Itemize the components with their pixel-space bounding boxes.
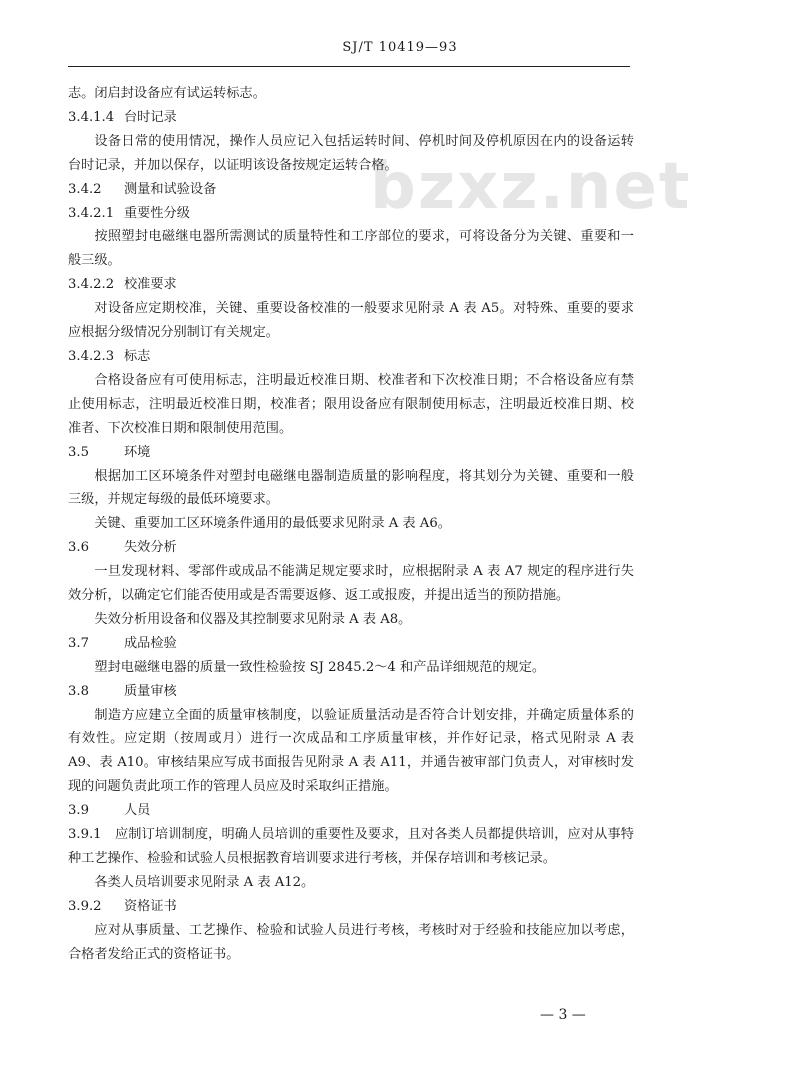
section-title: 资格证书: [124, 898, 177, 914]
page-number: — 3 —: [540, 1007, 586, 1023]
section-heading: [68, 106, 634, 130]
section-title: 失效分析: [124, 540, 177, 556]
section-heading: [68, 895, 634, 919]
section-heading: [68, 632, 634, 656]
section-number: 3.4.2.2: [68, 277, 115, 293]
header-rule: [68, 66, 630, 67]
section-title: 台时记录: [124, 109, 177, 125]
section-heading: [68, 680, 634, 704]
section-number: 3.4.2.1: [68, 205, 115, 221]
section-title: 成品检验: [124, 635, 177, 651]
paragraph: 各类人员培训要求见附录 A 表 A12。: [94, 874, 315, 890]
paragraph: 关键、重要加工区环境条件通用的最低要求见附录 A 表 A6。: [94, 516, 451, 532]
section-number: 3.4.2: [68, 181, 102, 197]
paragraph: 失效分析用设备和仪器及其控制要求见附录 A 表 A8。: [94, 611, 412, 627]
section-heading: [68, 441, 634, 465]
paragraph: 应对从事质量、工艺操作、检验和试验人员进行考核，考核时对于经验和技能应加以考虑，合格者发给正式的资格证书。: [68, 922, 634, 962]
paragraph: 合格设备应有可使用标志，注明最近校准日期、校准者和下次校准日期；不合格设备应有禁止使用标志，注明最近校准日期，校准者；限用设备应有限制使用标志，注明最近校准日期、校准者、下次校准日期和限制使用范围。: [68, 372, 634, 436]
section-heading: [68, 345, 634, 369]
paragraph: 对设备应定期校准，关键、重要设备校准的一般要求见附录 A 表 A5。对特殊、重要的要求应根据分级情况分别制订有关规定。: [68, 301, 634, 341]
section-number: 3.7: [68, 635, 89, 651]
paragraph: 一旦发现材料、零部件或成品不能满足规定要求时，应根据附录 A 表 A7 规定的程序进行失效分析，以确定它们能否使用或是否需要返修、返工或报废，并提出适当的预防措施。: [68, 564, 634, 604]
paragraph: 根据加工区环境条件对塑封电磁继电器制造质量的影响程度，将其划分为关键、重要和一般三级，并规定每级的最低环境要求。: [68, 468, 634, 508]
section-title: 校准要求: [124, 277, 177, 293]
section-title: 人员: [124, 803, 151, 819]
section-title: 质量审核: [124, 683, 177, 699]
section-number: 3.9: [68, 803, 89, 819]
section-number: 3.8: [68, 683, 89, 699]
section-heading: [68, 273, 634, 297]
section-heading: [68, 536, 634, 560]
paragraph: 按照塑封电磁继电器所需测试的质量特性和工序部位的要求，可将设备分为关键、重要和一般三级。: [68, 229, 634, 269]
paragraph: 塑封电磁继电器的质量一致性检验按 SJ 2845.2～4 和产品详细规范的规定。: [94, 659, 546, 675]
watermark: bzxz.net: [370, 150, 692, 224]
paragraph: 志。闭启封设备应有试运转标志。: [68, 86, 266, 101]
paragraph: 3.9.1 应制订培训制度，明确人员培训的重要性及要求，且对各类人员都提供培训，应对从事特种工艺操作、检验和试验人员根据教育培训要求进行考核，并保存培训和考核记录。: [68, 827, 634, 866]
section-number: 3.5: [68, 444, 89, 460]
section-number: 3.9.2: [68, 898, 102, 914]
section-heading: [68, 799, 634, 823]
section-number: 3.6: [68, 540, 89, 556]
section-heading: [68, 178, 634, 202]
document-body: [68, 82, 634, 967]
section-title: 重要性分级: [124, 205, 190, 221]
section-heading: [68, 202, 634, 226]
section-number: 3.4.2.3: [68, 348, 115, 364]
paragraph: 制造方应建立全面的质量审核制度，以验证质量活动是否符合计划安排，并确定质量体系的有效性。应定期（按周或月）进行一次成品和工序质量审核，并作好记录，格式见附录 A 表 A9、表 A10。审核结果应写成书面报告见附录 A 表 A11，并通告被审部门负责人，对审核时发现的问题负责此项工作的管理人员应及时采取纠正措施。: [68, 707, 634, 795]
section-number: 3.4.1.4: [68, 109, 115, 125]
section-title: 环境: [124, 444, 151, 460]
paragraph: 设备日常的使用情况，操作人员应记入包括运转时间、停机时间及停机原因在内的设备运转台时记录，并加以保存，以证明该设备按规定运转合格。: [68, 133, 634, 173]
standard-code-header: SJ/T 10419—93: [342, 40, 458, 55]
section-title: 测量和试验设备: [124, 181, 217, 197]
section-title: 标志: [124, 348, 151, 364]
